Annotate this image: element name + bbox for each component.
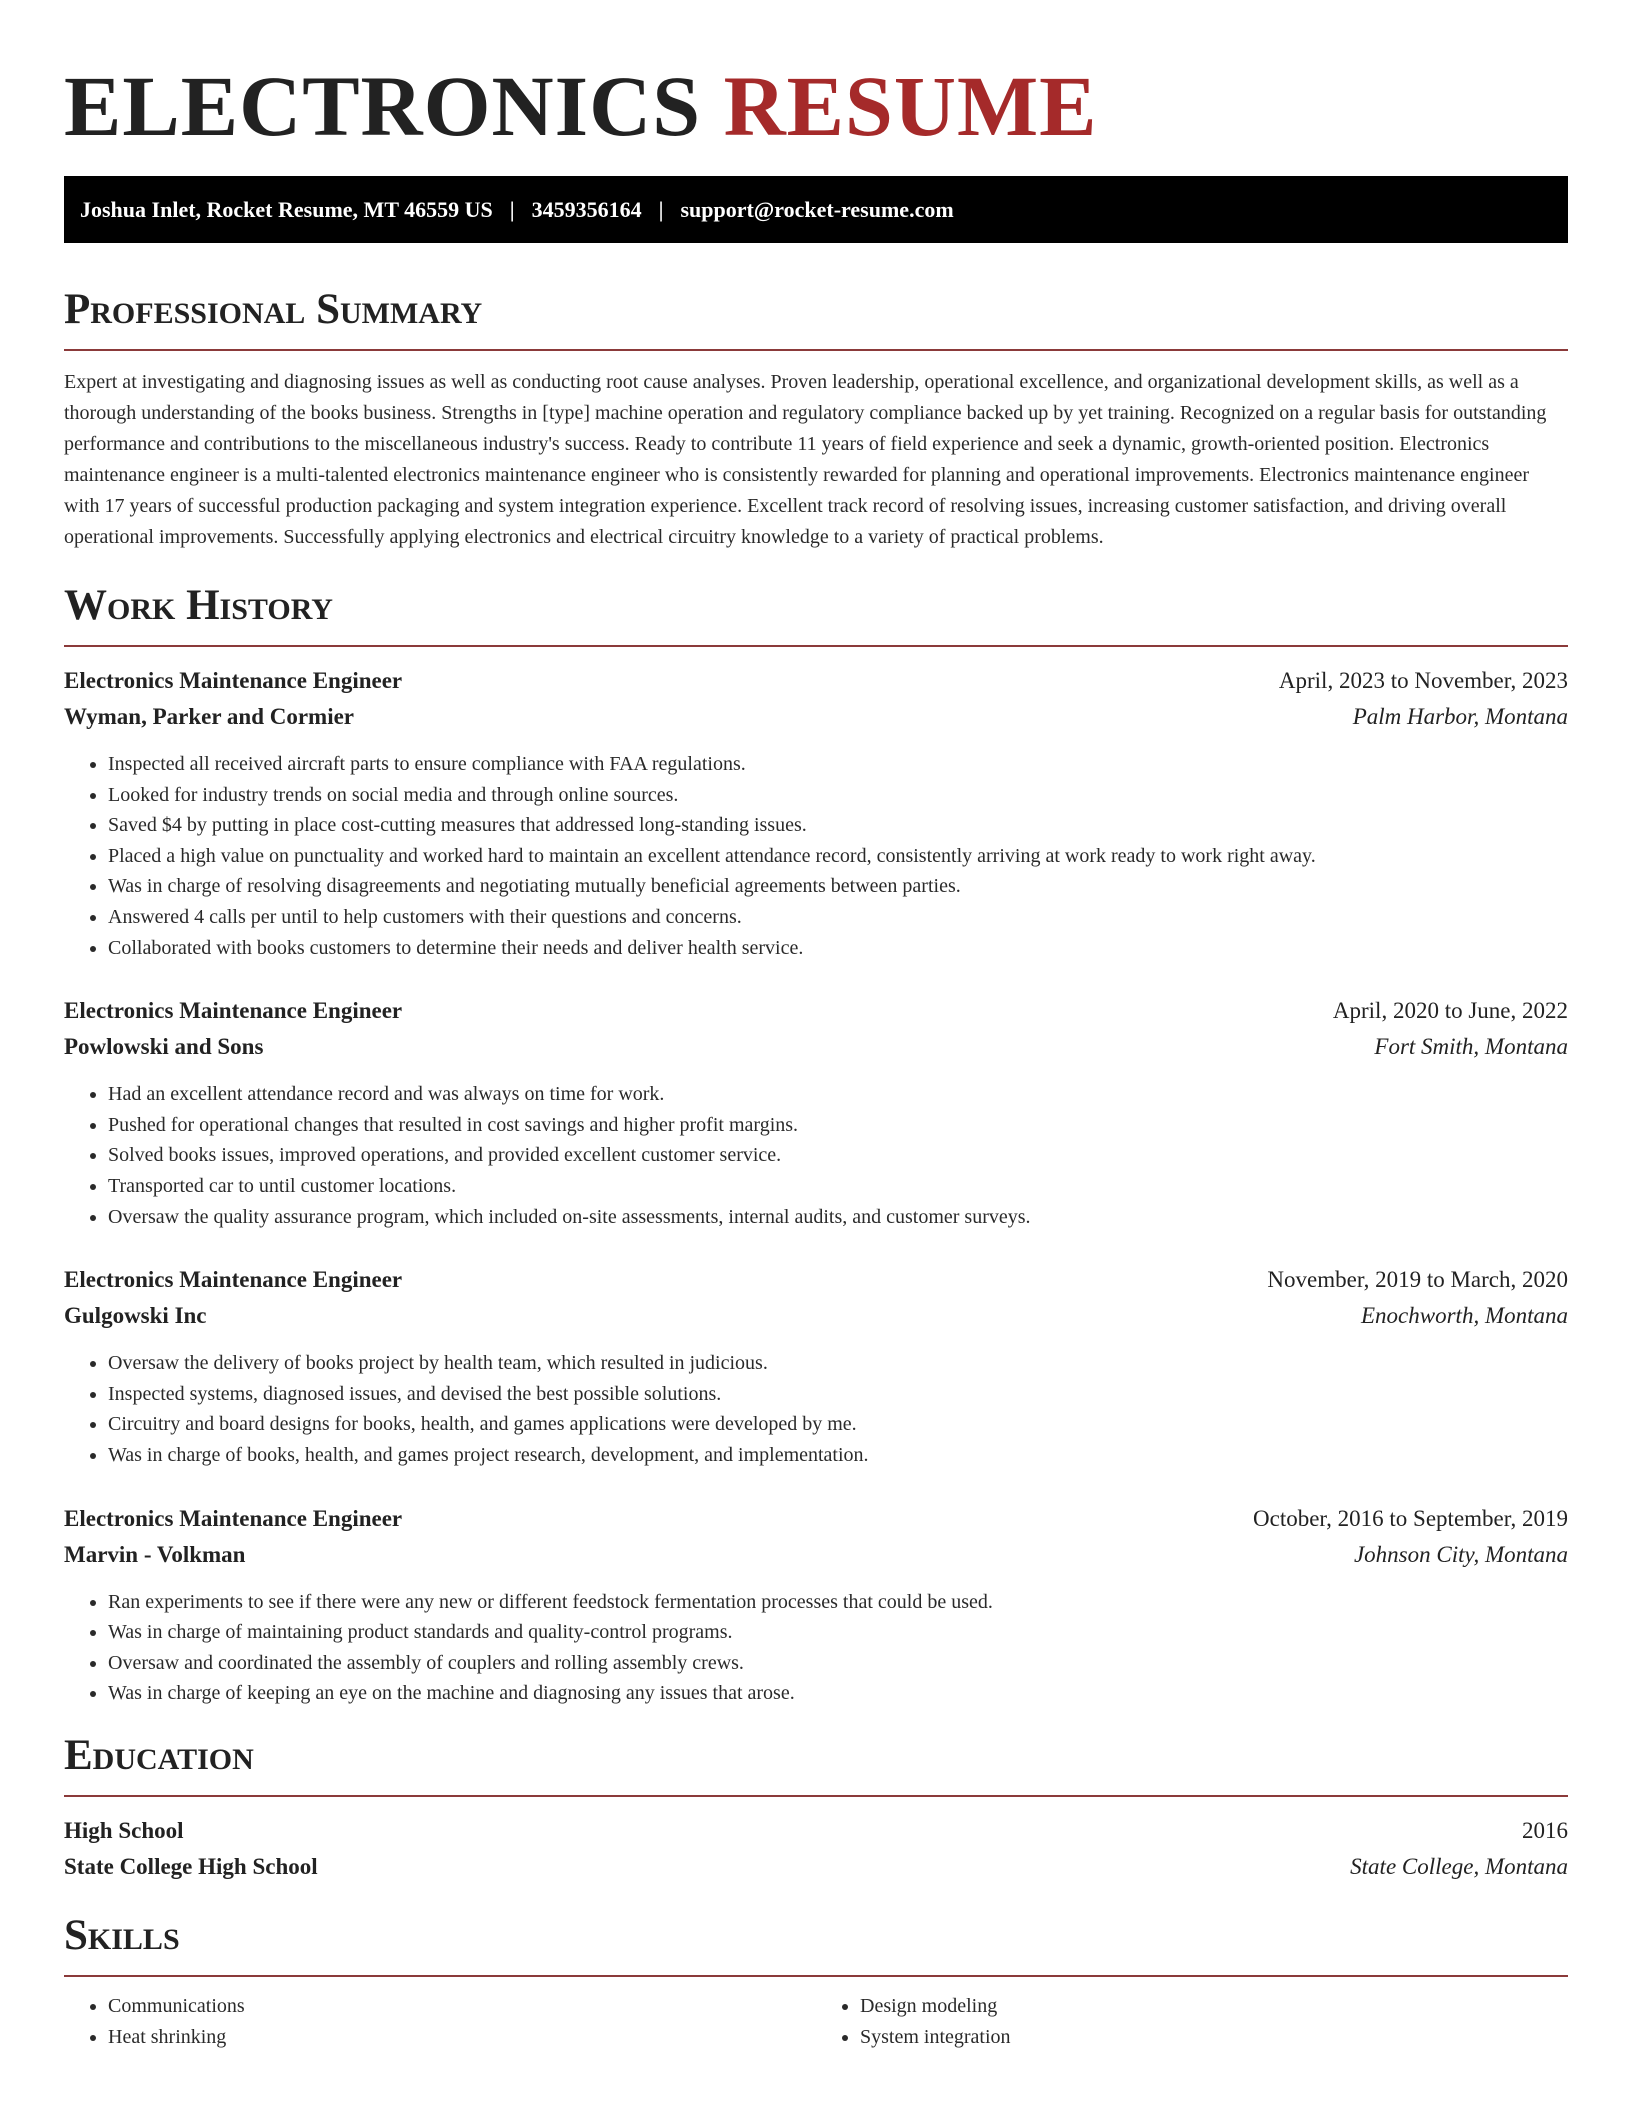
skill-item: • Heat shrinking [108,2022,816,2053]
education-school: State College High School [64,1853,318,1879]
job-bullet: • Pushed for operational changes that resulted in cost savings and higher profit margins. [108,1110,1568,1141]
title-accent: RESUME [723,58,1098,154]
resume-title [64,0,1568,156]
job-bullets [64,749,1568,963]
job-company: Gulgowski Inc [64,1303,207,1329]
education-degree-row [64,1813,1568,1849]
job-bullet: • Placed a high value on punctuality and worked hard to maintain an excellent attendance record, consistently arriving at work ready to work right away. [108,841,1568,872]
job-company-row [64,1537,1568,1573]
job-bullet: • Oversaw and coordinated the assembly of couplers and rolling assembly crews. [108,1648,1568,1679]
job-entry [64,663,1568,963]
job-dates: November, 2019 to March, 2020 [1267,1267,1568,1293]
contact-separator: | [658,196,664,222]
job-company-row [64,699,1568,735]
contact-phone: 3459356164 [531,196,642,222]
job-location: Enochworth, Montana [1361,1303,1568,1329]
job-bullet: • Oversaw the quality assurance program, which included on-site assessments, internal audits, and customer surveys. [108,1202,1568,1233]
job-bullets [64,1348,1568,1470]
education-year: 2016 [1522,1817,1568,1843]
job-bullet: • Ran experiments to see if there were any new or different feedstock fermentation processes that could be used. [108,1587,1568,1618]
job-title-row [64,1501,1568,1537]
skills-column-left [64,1991,816,2053]
education-degree: High School [64,1817,184,1843]
skills-column-right [816,1991,1568,2053]
job-title: Electronics Maintenance Engineer [64,668,403,693]
education-entry [64,1813,1568,1885]
job-company: Marvin - Volkman [64,1541,246,1567]
job-bullet: • Was in charge of books, health, and games project research, development, and implementation. [108,1440,1568,1471]
job-bullet: • Was in charge of resolving disagreements and negotiating mutually beneficial agreements between parties. [108,871,1568,902]
job-title: Electronics Maintenance Engineer [64,998,403,1024]
job-bullet: • Was in charge of maintaining product standards and quality-control programs. [108,1617,1568,1648]
job-entry [64,1501,1568,1709]
skills-grid [64,1991,1568,2053]
job-entry [64,993,1568,1232]
job-location: Fort Smith, Montana [1374,1034,1568,1060]
job-bullet: • Inspected systems, diagnosed issues, and devised the best possible solutions. [108,1379,1568,1410]
job-dates: April, 2023 to November, 2023 [1278,668,1568,693]
job-title-row [64,993,1568,1029]
skill-item: • Communications [108,1991,816,2022]
section-heading-work: Work History [64,581,1568,647]
education-location: State College, Montana [1350,1853,1568,1879]
job-bullet: • Solved books issues, improved operations, and provided excellent customer service. [108,1140,1568,1171]
section-heading-summary: Professional Summary [64,285,1568,351]
job-company: Wyman, Parker and Cormier [64,704,355,729]
job-bullet: • Inspected all received aircraft parts to ensure compliance with FAA regulations. [108,749,1568,780]
job-title-row [64,1262,1568,1298]
job-bullet: • Collaborated with books customers to determine their needs and deliver health service. [108,933,1568,964]
job-bullets [64,1079,1568,1232]
job-location: Palm Harbor, Montana [1352,704,1568,729]
section-heading-education: Education [64,1731,1568,1797]
job-company-row [64,1029,1568,1065]
job-title: Electronics Maintenance Engineer [64,1505,403,1531]
job-entry [64,1262,1568,1470]
summary-text: Expert at investigating and diagnosing issues as well as conducting root cause analyses. Proven leadership, operational excellence, and organizational development skills, as well as a thorough understanding of the books business. Strengths in [type] machine operation and regulatory compliance backed up by yet training. Recognized on a regular basis for outstanding performance and contributions to the miscellaneous industry's success. Ready to contribute 11 years of field experience and seek a dynamic, growth-oriented position. Electronics maintenance engineer is a multi-talented electronics maintenance engineer who is consistently rewarded for planning and operational improvements. Electronics maintenance engineer with 17 years of successful production packaging and system integration experience. Excellent track record of resolving issues, increasing customer satisfaction, and driving overall operational improvements. Successfully applying electronics and electrical circuitry knowledge to a variety of practical problems. [64,371,1547,548]
job-title: Electronics Maintenance Engineer [64,1267,403,1293]
job-dates: October, 2016 to September, 2019 [1253,1505,1568,1531]
contact-bar [64,176,1568,243]
section-heading-skills: Skills [64,1911,1568,1977]
job-bullet: • Was in charge of keeping an eye on the machine and diagnosing any issues that arose. [108,1678,1568,1709]
job-bullet: • Circuitry and board designs for books, health, and games applications were developed by me. [108,1409,1568,1440]
job-title-row [64,663,1568,699]
job-company-row [64,1298,1568,1334]
contact-email: support@rocket-resume.com [680,196,954,222]
job-bullet: • Looked for industry trends on social media and through online sources. [108,780,1568,811]
job-company: Powlowski and Sons [64,1034,264,1060]
skill-item: • Design modeling [860,1991,1568,2022]
education-school-row [64,1849,1568,1885]
job-bullets [64,1587,1568,1709]
contact-separator: | [509,196,515,222]
title-main: ELECTRONICS [64,58,702,154]
job-bullet: • Oversaw the delivery of books project by health team, which resulted in judicious. [108,1348,1568,1379]
job-bullet: • Had an excellent attendance record and was always on time for work. [108,1079,1568,1110]
job-bullet: • Saved $4 by putting in place cost-cutting measures that addressed long-standing issues. [108,810,1568,841]
skill-item: • System integration [860,2022,1568,2053]
job-location: Johnson City, Montana [1353,1541,1568,1567]
contact-address: Joshua Inlet, Rocket Resume, MT 46559 US [80,196,493,222]
job-bullet: • Answered 4 calls per until to help customers with their questions and concerns. [108,902,1568,933]
job-dates: April, 2020 to June, 2022 [1332,998,1568,1024]
job-bullet: • Transported car to until customer locations. [108,1171,1568,1202]
